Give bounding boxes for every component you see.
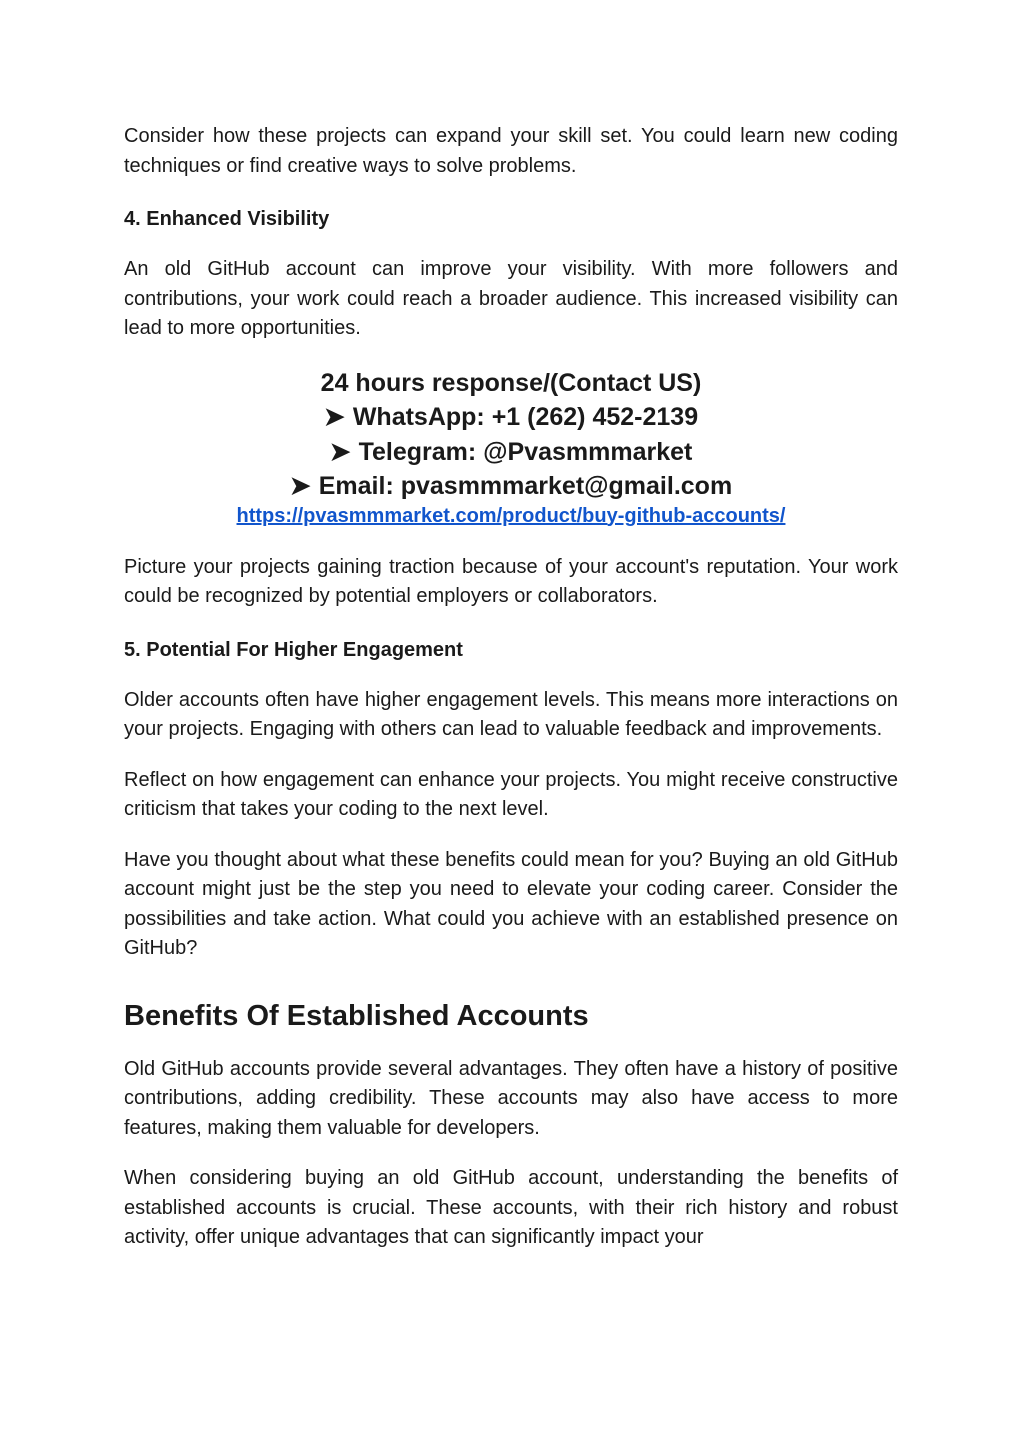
- paragraph-considering: When considering buying an old GitHub account, understanding the benefits of established accounts is crucial. These accounts, with their rich history and robust activity, offer unique advantages that can significantly impact your: [124, 1167, 898, 1248]
- contact-whatsapp: [124, 400, 898, 435]
- email-text: Email: pvasmmmarket@gmail.com: [318, 472, 733, 500]
- contact-block: [124, 366, 898, 530]
- paragraph-visibility: An old GitHub account can improve your visibility. With more followers and contributions, your work could reach a broader audience. This increased visibility can lead to more opportunities.: [124, 258, 898, 339]
- paragraph-reflect: Reflect on how engagement can enhance your projects. You might receive constructive criticism that takes your coding to the next level.: [124, 768, 898, 820]
- paragraph-traction: Picture your projects gaining traction because of your account's reputation. Your work could be recognized by potential employers or collaborators.: [124, 555, 898, 607]
- page-content: [124, 122, 898, 1253]
- whatsapp-text: WhatsApp: +1 (262) 452-2139: [352, 403, 699, 431]
- heading-enhanced-visibility: 4. Enhanced Visibility: [124, 208, 330, 230]
- contact-email: [124, 469, 898, 504]
- contact-title: 24 hours response/(Contact US): [320, 368, 702, 397]
- paragraph-skill-set: Consider how these projects can expand your skill set. You could learn new coding techniques or find creative ways to solve problems.: [124, 125, 898, 177]
- heading-higher-engagement: 5. Potential For Higher Engagement: [124, 638, 463, 661]
- contact-telegram: [124, 435, 898, 470]
- paragraph-advantages: Old GitHub accounts provide several advantages. They often have a history of positive contributions, adding credibility. These accounts may also have access to more features, making them valuable for developers.: [124, 1057, 898, 1139]
- paragraph-engagement: Older accounts often have higher engagement levels. This means more interactions on your projects. Engaging with others can lead to valuable feedback and improvements.: [124, 688, 898, 740]
- arrow-icon: ➤: [289, 472, 311, 500]
- telegram-text: Telegram: @Pvasmmmarket: [358, 437, 693, 466]
- product-link[interactable]: https://pvasmmmarket.com/product/buy-github-accounts/: [236, 504, 786, 527]
- heading-benefits-established: Benefits Of Established Accounts: [124, 999, 589, 1032]
- paragraph-benefits-question: Have you thought about what these benefits could mean for you? Buying an old GitHub account might just be the step you need to elevate your coding career. Consider the possibilities and take action. What could you achieve with an established presence on GitHub?: [124, 848, 898, 959]
- arrow-icon: ➤: [323, 403, 345, 431]
- arrow-icon: ➤: [329, 437, 351, 466]
